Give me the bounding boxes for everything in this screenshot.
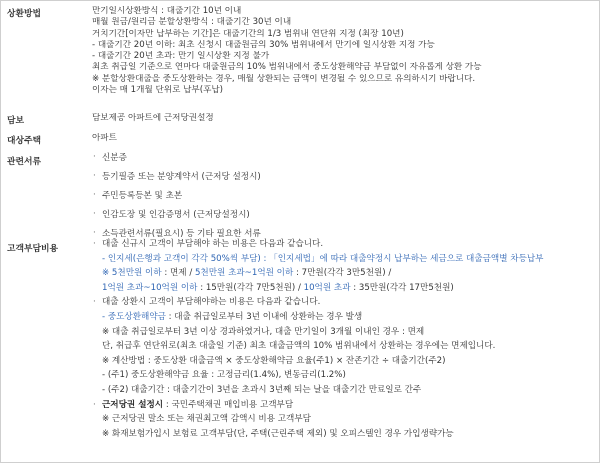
stamp-tax-amount-1: : 면제 / <box>161 268 195 279</box>
collateral-value: 담보제공 아파트에 근저당권설정 <box>92 113 214 123</box>
stamp-tax-tier-3: 1억원 초과~10억원 이하 <box>102 282 198 293</box>
repayment-line: 매월 원금/원리금 분할상환방식 : 대출기간 30년 이내 <box>92 17 292 28</box>
prepay-fee-desc: : 대출 취급일로부터 3년 이내에 상환하는 경우 발생 <box>165 311 363 322</box>
stamp-tax-amount-4: : 35만원(각각 17만5천원) <box>350 282 454 293</box>
mortgage-setup-desc: : 국민주택채권 매입비용 고객부담 <box>163 399 294 410</box>
repayment-line: - 대출기간 20년 이하: 최초 신청시 대출원금의 30% 범위내에서 만기에 일시상환 지정 가능 <box>92 39 435 50</box>
repayment-line: ※ 분할상환대출을 중도상환하는 경우, 매월 상환되는 금액이 변경될 수 있으므로 유의하시기 바랍니다. <box>92 73 476 84</box>
target-label: 대상주택 <box>7 136 41 146</box>
repayment-label: 상환방법 <box>7 9 41 19</box>
prepay-note: - (주2) 대출기간 : 대출기간이 3년을 초과시 3년째 되는 날을 대출기간 만료일로 간주 <box>102 384 422 395</box>
repayment-line: 이자는 매 1개월 단위로 납부(후납) <box>92 85 224 96</box>
cost-note: ※ 화재보험가입시 보험료 고객부담(단, 주택(근린주택 제외) 및 오피스텔인 경우 가입생략가능 <box>102 428 454 439</box>
document-item: · 등기필증 또는 분양계약서 (근저당 설정시) <box>92 168 597 187</box>
prepay-fee-term: - 중도상환해약금 <box>102 311 166 322</box>
stamp-tax-tier-1: ※ 5천만원 이하 <box>102 268 162 279</box>
documents-label: 관련서류 <box>7 157 41 167</box>
target-value: 아파트 <box>92 133 117 143</box>
collateral-label: 담보 <box>7 116 24 126</box>
costs-label: 고객부담비용 <box>7 244 58 254</box>
stamp-tax-tier-line <box>92 281 597 296</box>
document-item: · 주민등록등본 및 초본 <box>92 187 597 206</box>
prepay-note: ※ 계산방법 : 중도상환 대출금액 × 중도상환해약금 요율(주1) × 잔존기간 ÷ 대출기간(주2) <box>102 355 446 366</box>
prepay-note: 단, 취급후 연단위로(최초 대출일 기준) 최초 대출금액의 10% 범위내에서 상환하는 경우에는 면제입니다. <box>102 341 496 352</box>
document-item: · 인감도장 및 인감증명서 (근저당설정시) <box>92 206 597 225</box>
stamp-tax-line: - 인지세(은행과 고객이 각각 50%씩 부담) : 「인지세법」에 따라 대출약정시 납부하는 세금으로 대출금액별 차등납부 <box>102 253 544 264</box>
document-item: · 소득관련서류(필요시) 등 기타 필요한 서류 <box>92 225 597 244</box>
repayment-line: - 대출기간 20년 초과: 만기 일시상환 지정 불가 <box>92 51 270 62</box>
stamp-tax-amount-3: : 15만원(각각 7만5천원) / <box>197 282 304 293</box>
document-item: · 신분증 <box>92 149 597 168</box>
repayment-line: 거치기간[이자만 납부하는 기간]은 대출기간의 1/3 범위내 연단위 지정 (최장 10년) <box>92 28 404 39</box>
repayment-line: 만기일시상환방식 : 대출기간 10년 이내 <box>92 6 242 16</box>
prepay-note: - (주1) 중도상환해약금 요율 : 고정금리(1.4%), 변동금리(1.2%) <box>102 370 346 381</box>
mortgage-setup-term: 근저당권 설정시 <box>102 399 164 410</box>
prepay-note: ※ 대출 취급일로부터 3년 이상 경과하였거나, 대출 만기일이 3개월 이내인 경우 : 면제 <box>102 326 425 337</box>
stamp-tax-tier-line <box>92 266 597 281</box>
costs-section <box>92 237 597 441</box>
repayment-section <box>92 6 597 96</box>
stamp-tax-amount-2: : 7만원(각각 3만5천원) / <box>293 268 392 279</box>
cost-note: ※ 근저당권 말소 또는 채권최고액 감액시 비용 고객부담 <box>102 414 311 425</box>
cost-bullet: · 대출 상환시 고객이 부담해야하는 비용은 다음과 같습니다. <box>92 295 597 310</box>
stamp-tax-tier-2: 5천만원 초과~1억원 이하 <box>194 268 294 279</box>
cost-bullet <box>92 398 597 413</box>
documents-list <box>92 149 597 244</box>
stamp-tax-tier-4: 10억원 초과 <box>303 282 351 293</box>
repayment-line: 최초 취급일 기준으로 연마다 대출원금의 10% 범위내에서 중도상환해약금 부담없이 자유롭게 상환 가능 <box>92 62 482 73</box>
cost-bullet: · 대출 신규시 고객이 부담해야 하는 비용은 다음과 같습니다. <box>92 237 597 252</box>
prepay-fee-line <box>92 310 597 325</box>
